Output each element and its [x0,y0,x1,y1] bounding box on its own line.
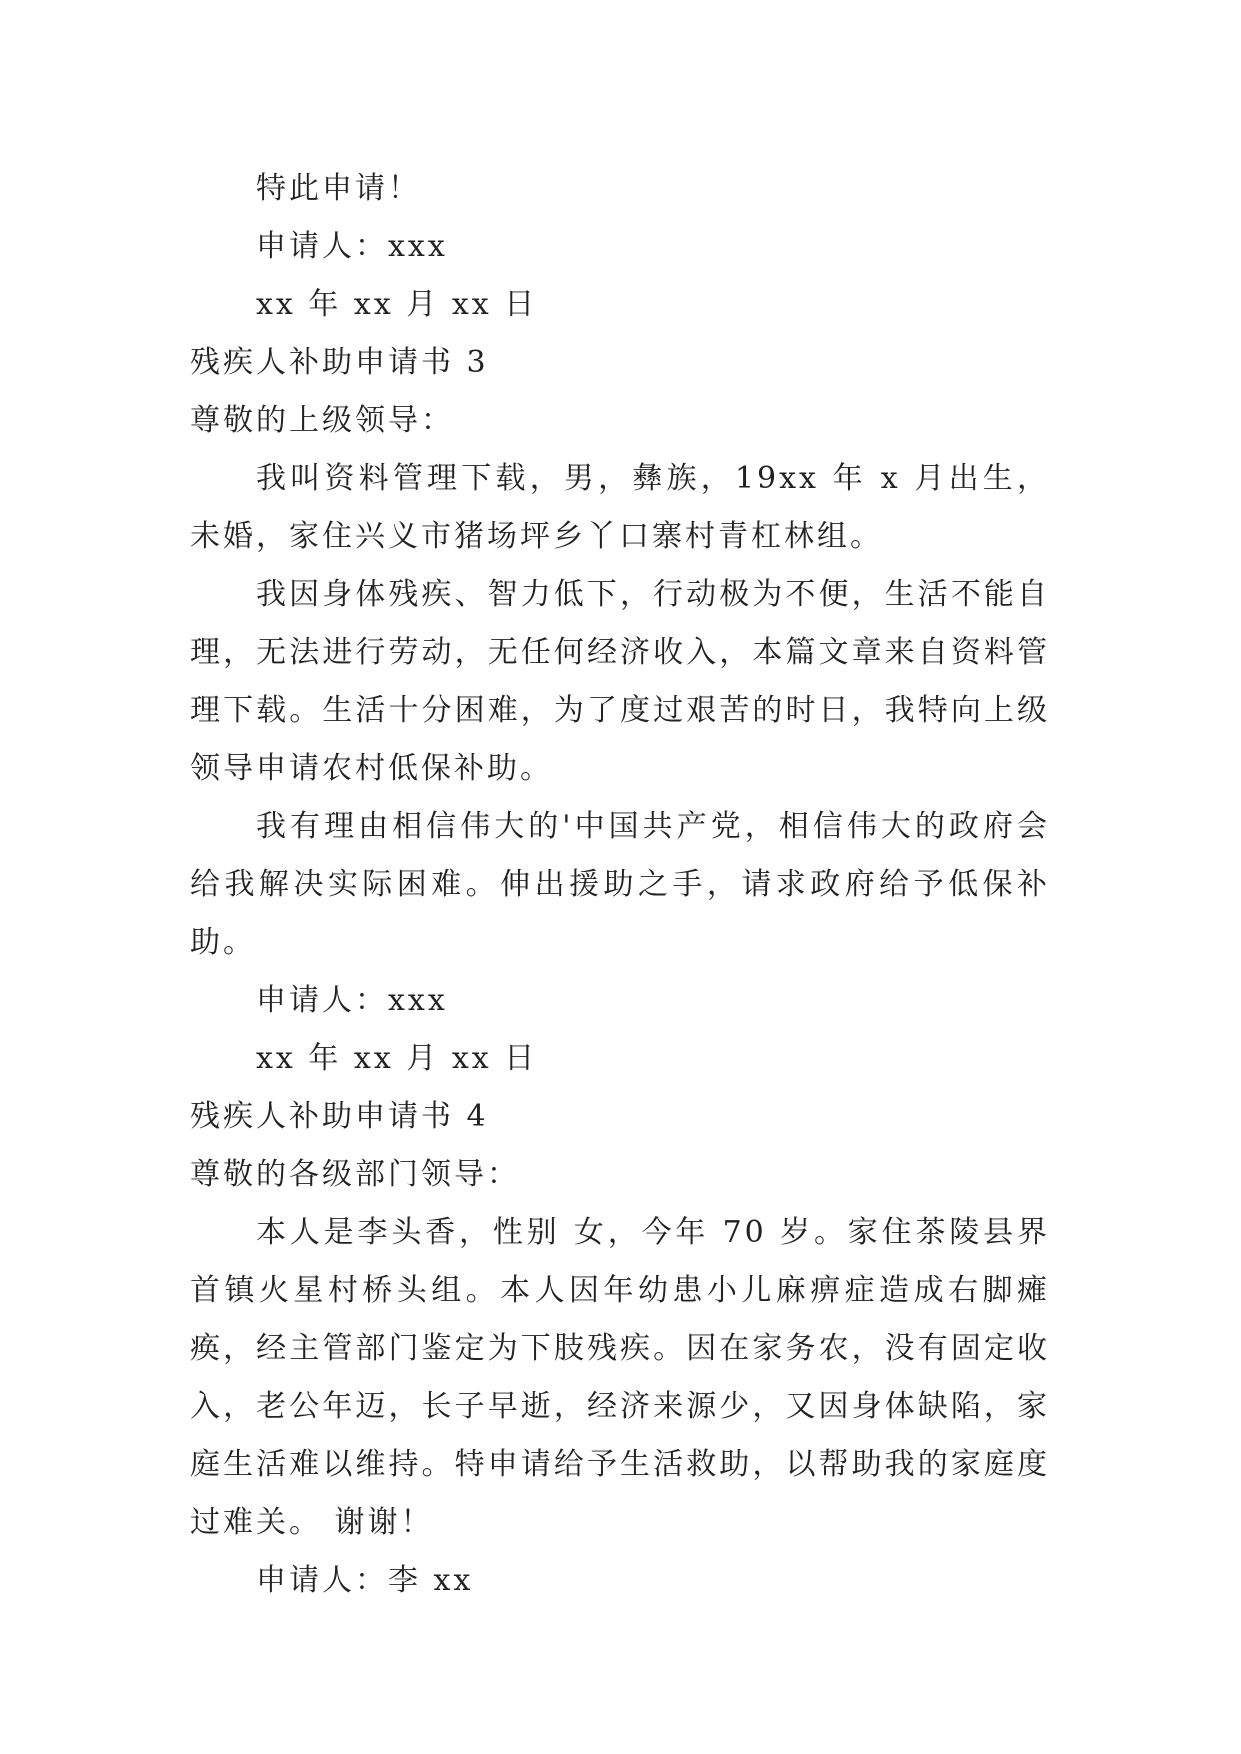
paragraph: 我有理由相信伟大的'中国共产党，相信伟大的政府会给我解决实际困难。伸出援助之手，请求政府给予低保补助。 [190,809,1050,960]
paragraph: 我因身体残疾、智力低下，行动极为不便，生活不能自理，无法进行劳动，无任何经济收入，本篇文章来自资料管理下载。生活十分困难，为了度过艰苦的时日，我特向上级领导申请农村低保补助。 [190,577,1050,786]
paragraph: 本人是李头香，性别 女，今年 70 岁。家住茶陵县界首镇火星村桥头组。本人因年幼患小儿麻痹症造成右脚瘫痪，经主管部门鉴定为下肢残疾。因在家务农，没有固定收入，老公年迈，长子早逝，经济来源少，又因身体缺陷，家庭生活难以维持。特申请给予生活救助，以帮助我的家庭度过难关。 谢谢！ [190,1215,1050,1540]
signer-line: 申请人：xxx [256,983,448,1018]
closing-line: 特此申请！ [256,171,421,206]
document-body [190,160,1050,1610]
paragraph: 我叫资料管理下载，男，彝族，19xx 年 x 月出生，未婚，家住兴义市猪场坪乡丫口寨村青杠林组。 [190,461,1050,554]
section-title: 残疾人补助申请书 4 [190,1099,489,1134]
signer-line: 申请人：xxx [256,229,448,264]
salutation: 尊敬的上级领导： [190,403,454,438]
date-line: xx 年 xx 月 xx 日 [256,287,538,322]
section-title: 残疾人补助申请书 3 [190,345,489,380]
date-line: xx 年 xx 月 xx 日 [256,1041,538,1076]
salutation: 尊敬的各级部门领导： [190,1157,520,1192]
signer-line: 申请人：李 xx [256,1563,474,1598]
